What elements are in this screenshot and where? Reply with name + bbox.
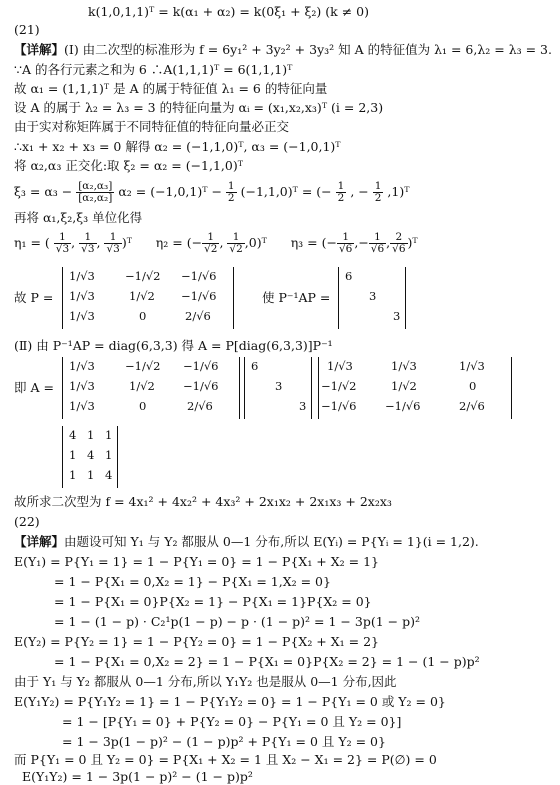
solution-intro-21 xyxy=(14,42,554,58)
m1-cell: −1/√6 xyxy=(183,379,219,393)
eta1-c1-den: √3 xyxy=(55,243,70,255)
eigenvector-alpha1-line: 故 α₁ = (1,1,1)ᵀ 是 A 的属于特征值 λ₁ = 6 的特征向量 xyxy=(14,81,328,96)
eq-k-relation: k(1,0,1,1)ᵀ = k(α₁ + α₂) = k(0ξ₁ + ξ₂) (k ≠ 0) xyxy=(88,4,369,19)
matrix-result xyxy=(62,426,118,488)
orthogonalize-line: 将 α₂,α₃ 正交化:取 ξ₂ = α₂ = (−1,1,0)ᵀ xyxy=(14,158,243,173)
r-cell: 4 xyxy=(105,468,113,482)
eta3-c3-num: 2 xyxy=(390,232,407,244)
p-cell: 1/√3 xyxy=(69,289,95,303)
m1-cell: 2/√6 xyxy=(187,399,213,413)
product-distribution-line: 由于 Y₁ 与 Y₂ 都服从 0—1 分布,所以 Y₁Y₂ 也是服从 0—1 分布,因此 xyxy=(14,674,397,689)
m3-cell: −1/√6 xyxy=(321,399,357,413)
eta-vectors-line: η₁ = ( $\frac{1}{√3}$ , $\frac{1}{√3}$ , $\frac{1}{√3}$ )ᵀ η₂ = (− $\frac{1}{√2}$ , $\frac{1}{√2}$ ,0)ᵀ η₃ = (− $\frac{1}{√6}$ ,− $\frac{1}{√6}$ , $\frac{2}{√6}$ )ᵀ xyxy=(14,231,418,255)
distribution-statement: 由题设可知 Y₁ 与 Y₂ 都服从 0—1 分布,所以 E(Yᵢ) = P{Yᵢ = 1}(i = 1,2). xyxy=(64,534,479,549)
p-cell: 1/√3 xyxy=(69,269,95,283)
matrix-a-label: 即 A = xyxy=(14,380,54,395)
solve-alpha-line: ∴x₁ + x₂ + x₃ = 0 解得 α₂ = (−1,1,0)ᵀ, α₃ = (−1,0,1)ᵀ xyxy=(14,139,341,154)
r-cell: 4 xyxy=(87,448,95,462)
ey1y2-line-1: E(Y₁Y₂) = P{Y₁Y₂ = 1} = 1 − P{Y₁Y₂ = 0} = 1 − P{Y₁ = 0 或 Y₂ = 0} xyxy=(14,694,446,709)
problem-number-22: (22) xyxy=(14,514,40,529)
ey1y2-line-3: = 1 − 3p(1 − p)² − (1 − p)p² + P{Y₁ = 0 且 Y₂ = 0} xyxy=(62,734,386,749)
empty-event-line: 而 P{Y₁ = 0 且 Y₂ = 0} = P{X₁ + X₂ = 1 且 X₂ − X₁ = 2} = P(∅) = 0 xyxy=(14,752,437,767)
solution-tag-22: 【详解】 xyxy=(14,534,65,549)
solution-tag: 【详解】 xyxy=(14,42,65,57)
normalize-line: 再将 α₁,ξ₂,ξ₃ 单位化得 xyxy=(14,210,143,225)
eta1-c3 xyxy=(104,232,121,255)
matrix-p xyxy=(62,267,234,329)
m3-cell: −1/√2 xyxy=(321,379,357,393)
xi3-lhs: ξ₃ = α₃ − xyxy=(14,184,73,199)
r-cell: 1 xyxy=(69,448,77,462)
eigenvector-assume-line: 设 A 的属于 λ₂ = λ₃ = 3 的特征向量为 αᵢ = (x₁,x₂,x₃)ᵀ (i = 2,3) xyxy=(14,100,384,115)
eta3-c3 xyxy=(390,232,407,255)
solution-intro-22 xyxy=(14,534,554,550)
half-fraction-2 xyxy=(336,181,347,204)
diag-cell: 3 xyxy=(369,289,377,303)
m3-cell: 1/√3 xyxy=(327,359,353,373)
matrix-m3 xyxy=(318,357,512,419)
m3-cell: 1/√3 xyxy=(459,359,485,373)
r-cell: 1 xyxy=(87,468,95,482)
eta3-c1-num: 1 xyxy=(337,232,354,244)
xi3-mid: α₂ = (−1,0,1)ᵀ − xyxy=(118,184,222,199)
p-cell: 2/√6 xyxy=(185,309,211,323)
inner-product-fraction xyxy=(76,181,114,204)
ey1-line-4: = 1 − (1 − p) · C₂¹p(1 − p) − p · (1 − p)² = 1 − 3p(1 − p)² xyxy=(54,614,420,629)
ey1y2-line-2: = 1 − [P{Y₁ = 0} + P{Y₂ = 0} − P{Y₁ = 0 且 Y₂ = 0}] xyxy=(62,714,402,729)
m3-cell: −1/√6 xyxy=(385,399,421,413)
half-num: 1 xyxy=(227,180,235,192)
matrix-p-label: 故 P = xyxy=(14,290,54,305)
eta3-c1 xyxy=(337,232,354,255)
eta2-c2-num: 1 xyxy=(227,232,244,244)
eta1-c1-num: 1 xyxy=(54,232,71,244)
eta3-c2-num: 1 xyxy=(369,232,386,244)
ey1y2-result-line: E(Y₁Y₂) = 1 − 3p(1 − p)² − (1 − p)p² xyxy=(22,769,253,784)
r-cell: 1 xyxy=(69,468,77,482)
p-cell: −1/√6 xyxy=(181,269,217,283)
m3-cell: 1/√2 xyxy=(391,379,417,393)
r-cell: 4 xyxy=(69,428,77,442)
m1-cell: 1/√3 xyxy=(69,359,95,373)
half-den: 2 xyxy=(227,192,235,204)
eigenvalue-statement: (Ⅰ) 由二次型的标准形为 f = 6y₁² + 3y₂² + 3y₃² 知 A 的特征值为 λ₁ = 6,λ₂ = λ₃ = 3. xyxy=(64,42,552,57)
xi3-vector: (−1,1,0)ᵀ = (− xyxy=(240,184,332,199)
eta1-c3-num: 1 xyxy=(104,232,121,244)
eta3-c1-den: √6 xyxy=(338,243,353,255)
diag-cell: 6 xyxy=(251,359,259,373)
m1-cell: −1/√6 xyxy=(183,359,219,373)
eta3-c3-den: √6 xyxy=(392,243,406,255)
eta3-c2 xyxy=(369,232,386,255)
m1-cell: 1/√3 xyxy=(69,379,95,393)
eta2-label: η₂ = (− xyxy=(155,235,203,250)
half-den-2: 2 xyxy=(337,192,345,204)
p-cell: −1/√2 xyxy=(125,269,161,283)
eta1-c3-den: √3 xyxy=(106,243,120,255)
fraction-denominator: [α₂,α₂] xyxy=(78,192,113,204)
m3-cell: 2/√6 xyxy=(459,399,485,413)
xi3-end: ,1)ᵀ xyxy=(387,184,410,199)
p-cell: 0 xyxy=(139,309,147,323)
fraction-numerator: [α₂,α₃] xyxy=(78,180,113,192)
eta2-c1-num: 1 xyxy=(202,232,219,244)
r-cell: 1 xyxy=(105,428,113,442)
eta3-c2-den: √6 xyxy=(370,243,385,255)
half-num-3: 1 xyxy=(374,180,382,192)
eta2-c2-den: √2 xyxy=(229,243,243,255)
problem-number-21: (21) xyxy=(14,22,40,37)
eta1-label: η₁ = ( xyxy=(14,235,50,250)
diag-cell: 3 xyxy=(299,399,307,413)
part-two-line: (Ⅱ) 由 P⁻¹AP = diag(6,3,3) 得 A = P[diag(6,3,3)]P⁻¹ xyxy=(14,338,333,353)
orthogonality-line: 由于实对称矩阵属于不同特征值的特征向量必正交 xyxy=(14,119,290,134)
half-den-3: 2 xyxy=(374,192,382,204)
eta1-c2 xyxy=(79,232,96,255)
p-cell: 1/√2 xyxy=(129,289,155,303)
m3-cell: 0 xyxy=(469,379,477,393)
matrix-diag-2 xyxy=(244,357,312,419)
eta2-c1-den: √2 xyxy=(204,243,218,255)
m3-cell: 1/√3 xyxy=(391,359,417,373)
matrix-diag xyxy=(338,267,406,329)
half-fraction xyxy=(226,181,237,204)
ey2-line-2: = 1 − P{X₁ = 0,X₂ = 2} = 1 − P{X₁ = 0}P{X₂ = 2} = 1 − (1 − p)p² xyxy=(54,654,480,669)
row-sum-line: ∵A 的各行元素之和为 6 ∴A(1,1,1)ᵀ = 6(1,1,1)ᵀ xyxy=(14,62,293,77)
ey1-line-3: = 1 − P{X₁ = 0}P{X₂ = 1} − P{X₁ = 1}P{X₂ = 0} xyxy=(54,594,372,609)
eta1-c1 xyxy=(54,232,71,255)
diag-cell: 3 xyxy=(393,309,401,323)
p-cell: −1/√6 xyxy=(181,289,217,303)
xi3-sep: , − xyxy=(350,184,369,199)
m1-cell: 1/√2 xyxy=(129,379,155,393)
m1-cell: 1/√3 xyxy=(69,399,95,413)
diag-cell: 6 xyxy=(345,269,353,283)
diag-label: 使 P⁻¹AP = xyxy=(262,290,331,305)
ey1-line-2: = 1 − P{X₁ = 0,X₂ = 1} − P{X₁ = 1,X₂ = 0} xyxy=(54,574,331,589)
r-cell: 1 xyxy=(87,428,95,442)
eta2-c2 xyxy=(227,232,244,255)
eta3-label: η₃ = (− xyxy=(290,235,337,250)
diag-cell: 3 xyxy=(275,379,283,393)
gram-schmidt-line xyxy=(14,180,554,204)
r-cell: 1 xyxy=(105,448,113,462)
half-fraction-3 xyxy=(373,181,384,204)
eta1-c2-den: √3 xyxy=(81,243,95,255)
eta2-c1 xyxy=(202,232,219,255)
m1-cell: −1/√2 xyxy=(125,359,161,373)
ey2-line-1: E(Y₂) = P{Y₂ = 1} = 1 − P{Y₂ = 0} = 1 − P{X₂ + X₁ = 2} xyxy=(14,634,379,649)
quadratic-form-line: 故所求二次型为 f = 4x₁² + 4x₂² + 4x₃² + 2x₁x₂ + 2x₁x₃ + 2x₂x₃ xyxy=(14,494,392,509)
matrix-m1 xyxy=(62,357,240,419)
half-num-2: 1 xyxy=(337,180,345,192)
ey1-line-1: E(Y₁) = P{Y₁ = 1} = 1 − P{Y₁ = 0} = 1 − P{X₁ + X₂ = 1} xyxy=(14,554,379,569)
eta1-c2-num: 1 xyxy=(79,232,96,244)
m1-cell: 0 xyxy=(139,399,147,413)
p-cell: 1/√3 xyxy=(69,309,95,323)
